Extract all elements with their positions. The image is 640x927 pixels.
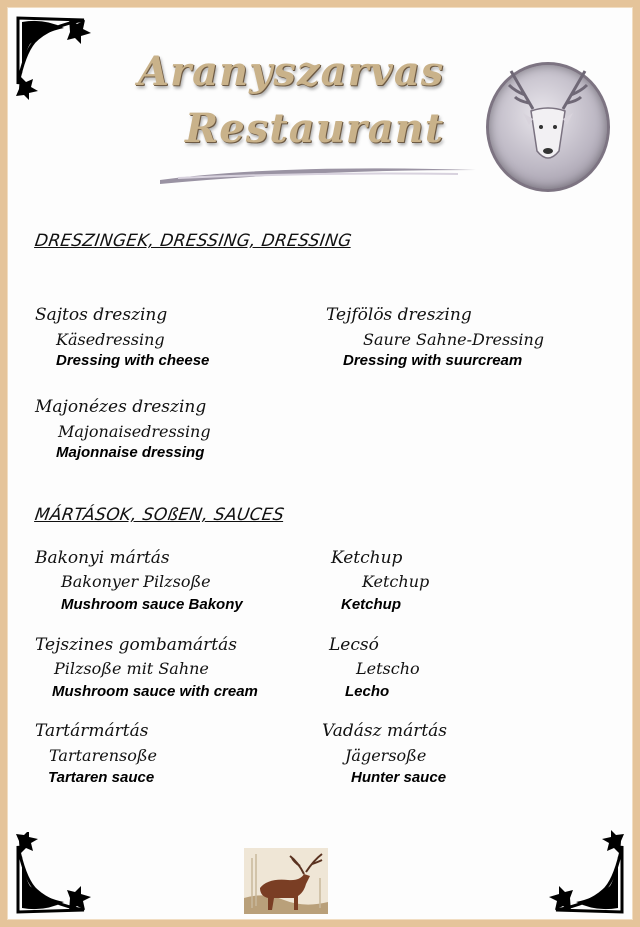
title-swoosh-decoration — [158, 160, 478, 186]
item-name-de: Pilzsoße mit Sahne — [54, 659, 209, 678]
item-name-de: Saure Sahne-Dressing — [363, 330, 545, 349]
item-name-de: Bakonyer Pilzsoße — [61, 572, 211, 591]
item-name-en: Mushroom sauce Bakony — [61, 596, 243, 613]
restaurant-title-line2: Restaurant — [185, 105, 445, 152]
item-name-en: Tartaren sauce — [48, 769, 155, 786]
item-name-de: Käsedressing — [56, 330, 165, 349]
item-name-de: Tartarensoße — [49, 746, 158, 765]
item-name-en: Dressing with suurcream — [343, 352, 523, 369]
item-name-hu: Bakonyi mártás — [35, 548, 170, 568]
leaf-corner-ornament-top-left — [14, 14, 98, 100]
item-name-en: Mushroom sauce with cream — [52, 683, 258, 700]
item-name-en: Hunter sauce — [351, 769, 447, 786]
item-name-hu: Tejfölös dreszing — [326, 305, 472, 325]
item-name-hu: Majonézes dreszing — [35, 397, 207, 417]
item-name-en: Majonnaise dressing — [56, 444, 205, 461]
leaf-corner-ornament-bottom-right — [542, 830, 626, 916]
item-name-hu: Vadász mártás — [322, 721, 448, 741]
restaurant-title-line1: Aranyszarvas — [138, 48, 445, 95]
item-name-en: Dressing with cheese — [56, 352, 210, 369]
item-name-hu: Tejszines gombamártás — [35, 635, 237, 655]
item-name-hu: Sajtos dreszing — [35, 305, 168, 325]
item-name-de: Majonaisedressing — [58, 422, 211, 441]
item-name-en: Ketchup — [341, 596, 401, 613]
stag-painting-icon — [244, 848, 328, 914]
item-name-hu: Lecsó — [329, 635, 379, 655]
section-heading-dressings: DRESZINGEK, DRESSING, DRESSING — [33, 231, 353, 251]
item-name-de: Jägersoße — [345, 746, 427, 765]
item-name-hu: Tartármártás — [35, 721, 149, 741]
item-name-de: Ketchup — [362, 572, 430, 591]
item-name-hu: Ketchup — [331, 548, 403, 568]
section-heading-sauces: MÁRTÁSOK, SOßEN, SAUCES — [33, 505, 286, 525]
stag-medallion-icon — [486, 62, 610, 192]
item-name-de: Letscho — [356, 659, 420, 678]
leaf-corner-ornament-bottom-left — [14, 832, 98, 916]
item-name-en: Lecho — [345, 683, 390, 700]
